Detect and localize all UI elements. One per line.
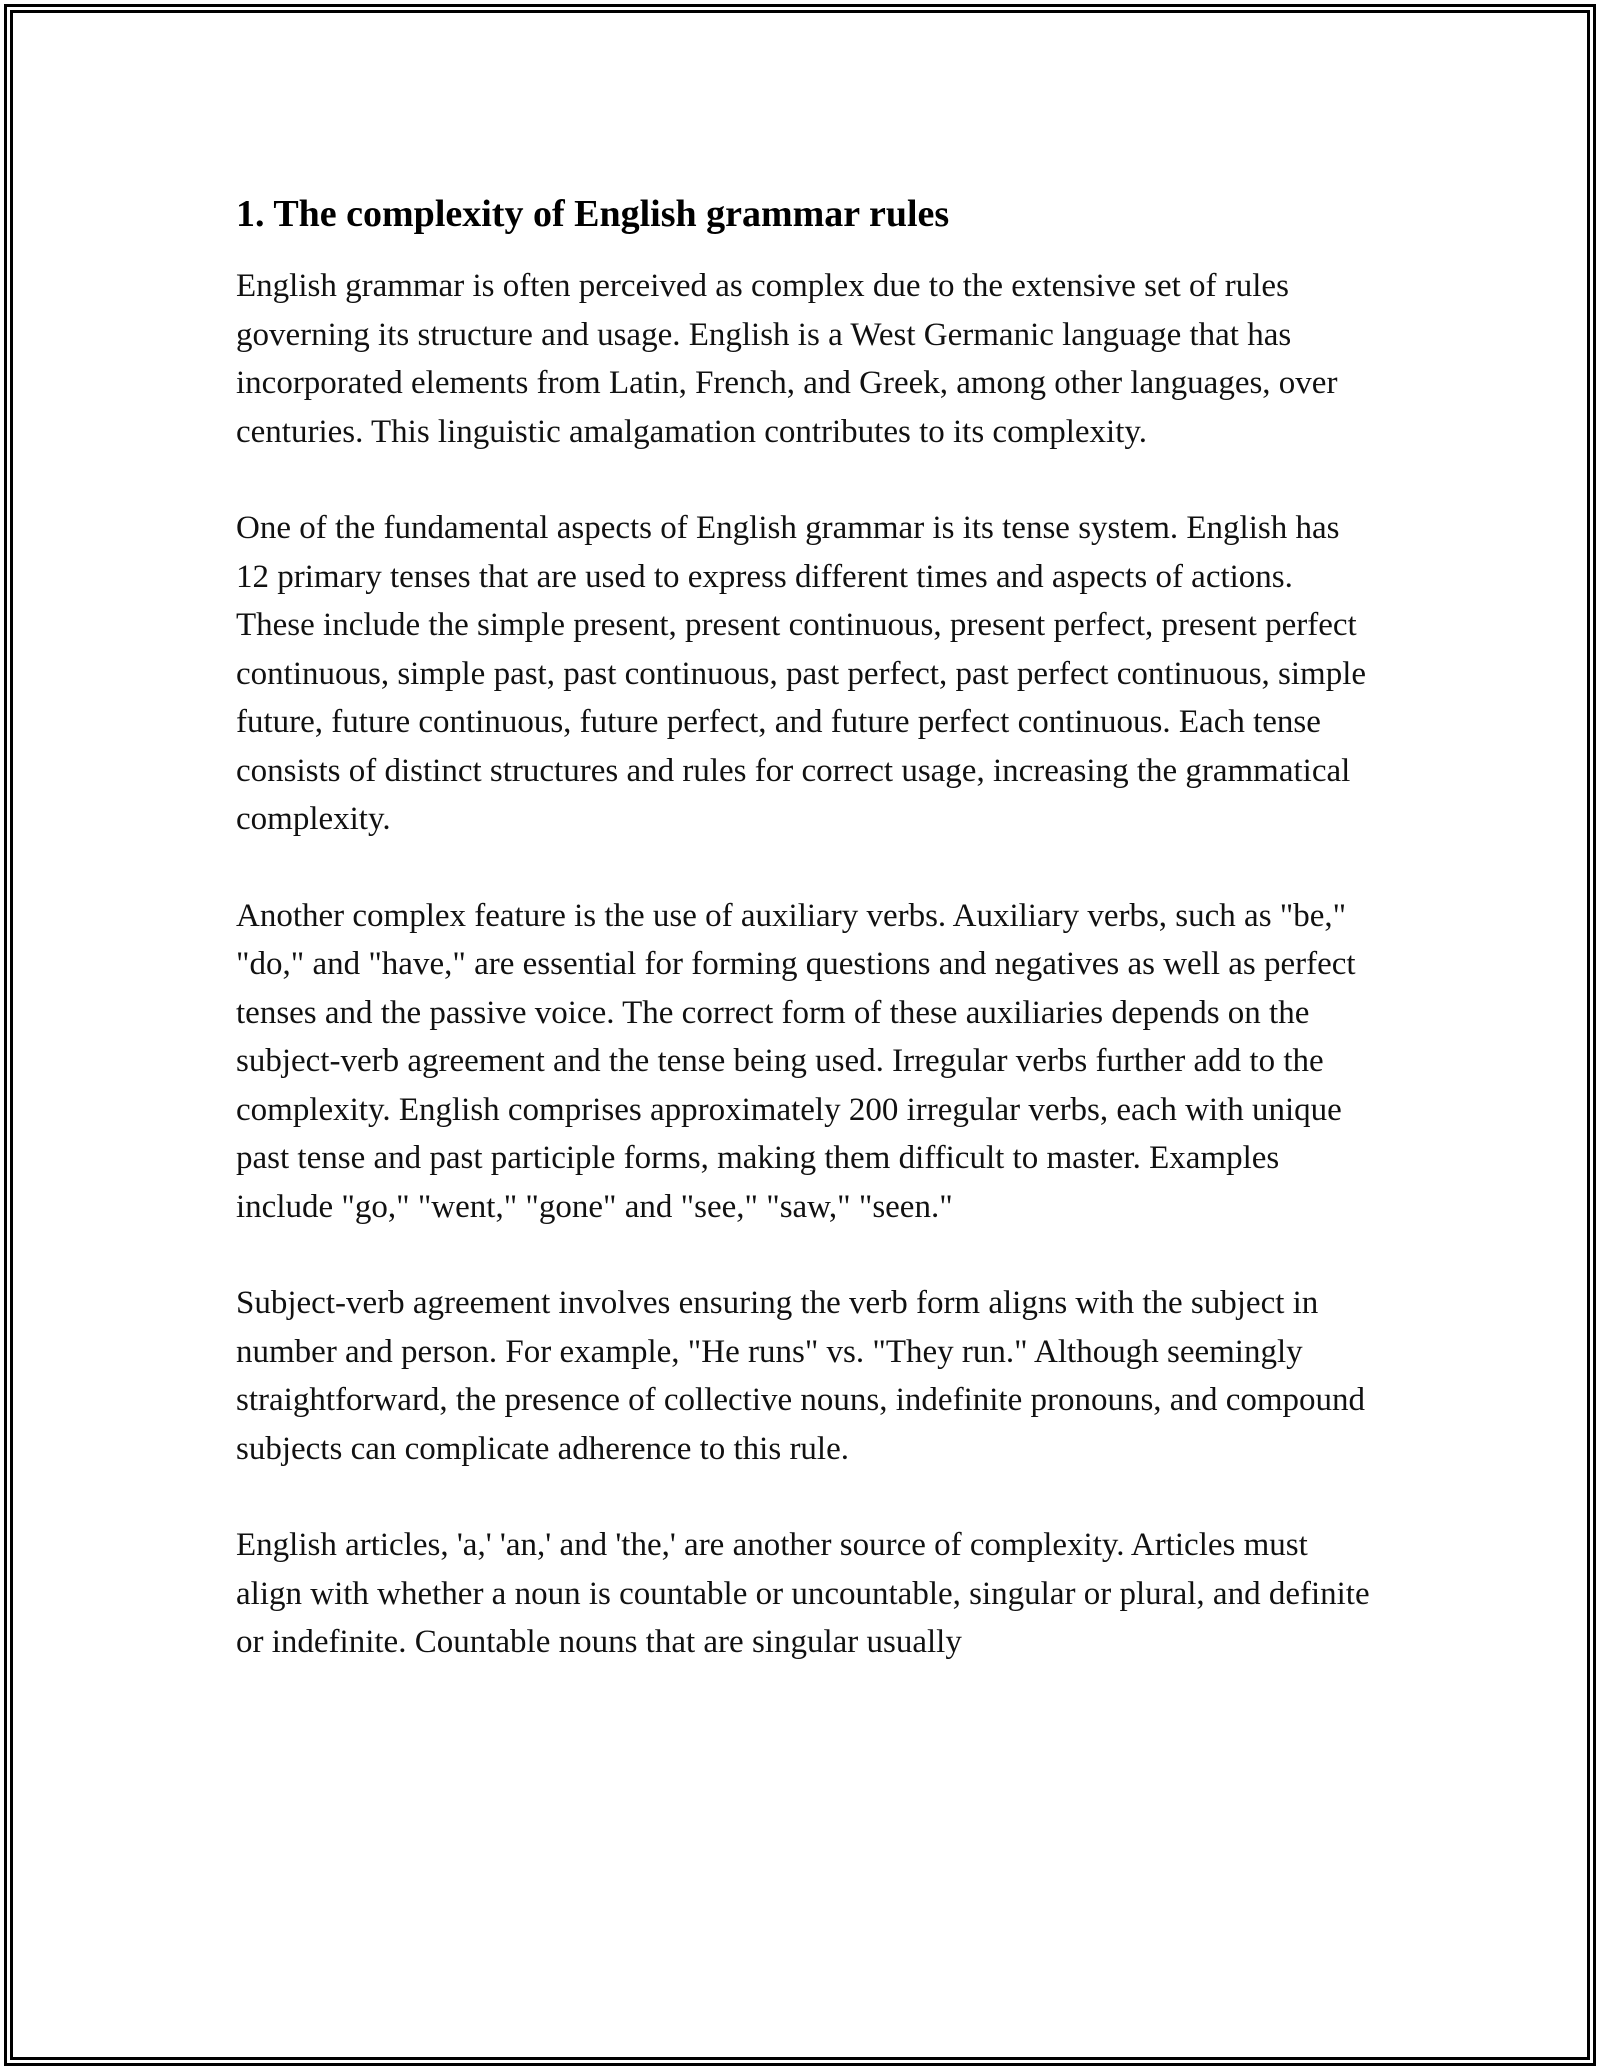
document-body [236,188,1376,1715]
paragraph-tense-system: One of the fundamental aspects of English grammar is its tense system. English has 12 primary tenses that are used to express different times and aspects of actions. These include the simple present, present continuous, present perfect, present perfect continuous, simple past, past continuous, past perfect, past perfect continuous, simple future, future continuous, future perfect, and future perfect continuous. Each tense consists of distinct structures and rules for correct usage, increasing the grammatical complexity. [236,510,1367,837]
section-heading: 1. The complexity of English grammar rules [236,193,950,235]
paragraph-articles: English articles, 'a,' 'an,' and 'the,' are another source of complexity. Articles must align with whether a noun is countable or uncountable, singular or plural, and definite or indefinite. Countable nouns that are singular usually [236,1527,1370,1660]
paragraph-auxiliary-verbs: Another complex feature is the use of auxiliary verbs. Auxiliary verbs, such as "be," "do," and "have," are essential for forming questions and negatives as well as perfect tenses and the passive voice. The correct form of these auxiliaries depends on the subject-verb agreement and the tense being used. Irregular verbs further add to the complexity. English comprises approximately 200 irregular verbs, each with unique past tense and past participle forms, making them difficult to master. Examples include "go," "went," "gone" and "see," "saw," "seen." [236,897,1356,1225]
paragraph-intro: English grammar is often perceived as complex due to the extensive set of rules governing its structure and usage. English is a West Germanic language that has incorporated elements from Latin, French, and Greek, among other languages, over centuries. This linguistic amalgamation contributes to its complexity. [236,268,1338,450]
paragraph-subject-verb-agreement: Subject-verb agreement involves ensuring the verb form aligns with the subject in number and person. For example, "He runs" vs. "They run." Although seemingly straightforward, the presence of collective nouns, indefinite pronouns, and compound subjects can complicate adherence to this rule. [236,1285,1366,1467]
